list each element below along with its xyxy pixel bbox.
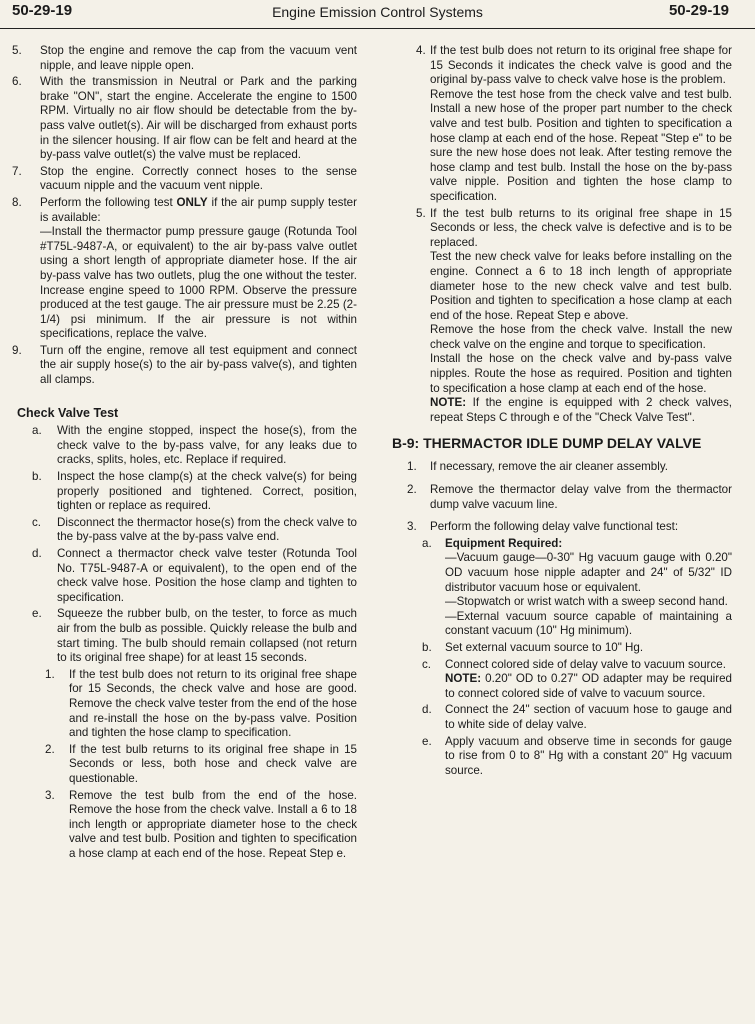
check-step-c <box>12 516 357 545</box>
note <box>430 396 732 425</box>
step-5 <box>12 44 357 73</box>
step-text: Set external vacuum source to 10" Hg. <box>445 640 644 654</box>
note-label: NOTE: <box>430 396 467 410</box>
step-text: Connect colored side of delay valve to vacuum source. <box>445 657 726 671</box>
note-text: If the engine is equipped with 2 check valves, repeat Steps C through e of the "Check Valve Test". <box>430 396 732 424</box>
substep-text: If the test bulb does not return to its original free shape for 15 Seconds, the check valve and hose are good. Remove the check valve tester from the end of the hose and re-install the hose on the by-pass valve. Position and tighten the hose clamp to specification. <box>69 667 357 740</box>
substep-text: If the test bulb does not return to its original free shape for 15 Seconds it indicates the check valve is good and the original by-pass valve to check valve hose is the problem. <box>430 44 732 87</box>
substep-text: If the test bulb returns to its original free shape in 15 Seconds or less, the check valve is defective and is to be replaced. <box>430 206 732 249</box>
step-text: With the engine stopped, inspect the hose(s), from the check valve to the by-pass valve, for any leaks due to cracks, splits, holes, etc. Replace if required. <box>57 424 357 467</box>
substep-5 <box>392 207 732 426</box>
equipment-item: —External vacuum source capable of maintaining a constant vacuum (10" Hg minimum). <box>445 609 732 638</box>
step-letter: b. <box>422 640 432 654</box>
b9-step-1 <box>392 460 732 475</box>
b9-step-d <box>392 703 732 732</box>
step-letter: a. <box>422 536 432 550</box>
step-9 <box>12 344 357 388</box>
step-text: Remove the thermactor delay valve from the thermactor dump valve vacuum line. <box>430 483 732 511</box>
step-number: 7. <box>12 164 22 178</box>
step-letter: d. <box>422 703 432 717</box>
step-text: Inspect the hose clamp(s) at the check valve(s) for being properly positioned and tightened. Correct, position, tighten or replace as required. <box>57 470 357 513</box>
left-column <box>12 44 357 863</box>
step-letter: d. <box>32 547 42 560</box>
substep-number: 2. <box>45 742 55 756</box>
step-number: 3. <box>407 520 417 534</box>
step-8 <box>12 196 357 342</box>
b9-step-a-equipment <box>392 537 732 639</box>
e-substep-3 <box>12 789 357 862</box>
step-number: 2. <box>407 483 417 497</box>
page-title: Engine Emission Control Systems <box>272 4 483 20</box>
step-text: Disconnect the thermactor hose(s) from the check valve to the by-pass valve at the by-pass valve end. <box>57 515 357 544</box>
e-substep-1 <box>12 668 357 741</box>
substep-text: Remove the test bulb from the end of the hose. Remove the hose from the check valve. Install a 6 to 18 inch length or appropriate diameter hose to the check valve and test bulb. Position and tighten to specification a hose clamp at each end of the hose. Repeat Step e. <box>69 788 357 860</box>
step-number: 6. <box>12 75 22 89</box>
step-text: Apply vacuum and observe time in seconds for gauge to rise from 0 to 8" Hg with a constant 20" Hg vacuum source. <box>445 734 732 777</box>
right-column <box>392 44 732 780</box>
step-letter: b. <box>32 470 42 484</box>
note-label: NOTE: <box>445 672 482 686</box>
step-number: 9. <box>12 343 22 357</box>
b9-step-c <box>392 658 732 702</box>
substep-4 <box>392 44 732 205</box>
substep-paragraph: Remove the hose from the check valve. Install the new check valve on the engine and torque to specification. <box>430 323 732 351</box>
substep-number: 3. <box>45 788 55 802</box>
step-text: Stop the engine and remove the cap from the vacuum vent nipple, and leave nipple open. <box>40 44 357 72</box>
check-step-e <box>12 607 357 665</box>
note <box>445 672 732 701</box>
step-letter: c. <box>32 515 42 529</box>
equipment-item: —Stopwatch or wrist watch with a sweep second hand. <box>445 595 728 609</box>
section-b9-heading: B-9: THERMACTOR IDLE DUMP DELAY VALVE <box>392 435 702 452</box>
e-substep-2 <box>12 743 357 787</box>
page-number-right: 50-29-19 <box>668 2 729 19</box>
step-letter: e. <box>32 607 42 621</box>
b9-step-b <box>392 641 732 656</box>
equipment-heading: Equipment Required: <box>445 536 563 550</box>
substep-paragraph: Test the new check valve for leaks before installing on the engine. Connect a 6 to 18 inch length of appropriate diameter hose to the new check valve and test bulb. Position and tighten to specification a hose clamp at each end of the hose. Repeat Step e above. <box>430 250 732 322</box>
step-number: 8. <box>12 195 22 209</box>
step-text: Stop the engine. Correctly connect hoses to the sense vacuum nipple and the vacuum vent nipple. <box>40 164 357 193</box>
b9-step-e <box>392 735 732 779</box>
step-text-post: if the air pump supply tester is available: <box>40 195 357 224</box>
check-step-d <box>12 547 357 605</box>
check-valve-test-heading: Check Valve Test <box>17 405 119 420</box>
substep-paragraph: Remove the test hose from the check valve and test bulb. Install a new hose of the proper part number to the check valve and test bulb. Position and tighten to specification a hose clamp at each end of the hose. Repeat "Step e" to be sure the new hose does not leak. After testing remove the hose clamp and test bulb. Install the hose on the by-pass valve nipple. Position and tighten the hose clamp to specification. <box>430 87 732 203</box>
step-text: Perform the following delay valve functional test: <box>430 520 679 534</box>
check-step-a <box>12 424 357 468</box>
step-text: Squeeze the rubber bulb, on the tester, to force as much air from the bulb as possible. Quickly release the bulb and start timing. The bulb should remain collapsed (not return to its original free shape) for at least 15 seconds. <box>57 607 357 665</box>
step-text-pre: Perform the following test <box>40 195 177 209</box>
step-text: If necessary, remove the air cleaner assembly. <box>430 460 668 474</box>
step-number: 5. <box>12 44 22 57</box>
substep-paragraph: Install the hose on the check valve and by-pass valve nipples. Route the hose as required. Position and tighten to specification a hose clamp at each end of the hose. <box>430 352 732 395</box>
emphasis-only: ONLY <box>176 195 208 209</box>
check-step-b <box>12 470 357 514</box>
step-letter: e. <box>422 734 432 748</box>
step-number: 1. <box>407 460 417 474</box>
page-header <box>0 0 755 29</box>
step-text: With the transmission in Neutral or Park and the parking brake "ON", start the engine. Accelerate the engine to 1500 RPM. Virtually no air flow should be detectable from the by-pass valve outlet(s). Air will be discharged from exhaust ports in the silencer housing. If air flow can be felt and heard at the by-pass valve outlet(s) the valve must be replaced. <box>40 75 357 162</box>
substep-number: 1. <box>45 667 55 681</box>
equipment-item: —Vacuum gauge—0-30" Hg vacuum gauge with 0.20" OD vacuum hose nipple adapter and 24" of 5/32" ID distributor vacuum hose or equivalent. <box>445 551 732 594</box>
note-text: 0.20" OD to 0.27" OD adapter may be required to connect colored side of valve to vacuum source. <box>445 672 732 700</box>
substep-number: 4. <box>416 44 426 57</box>
page-number-left: 50-29-19 <box>12 2 73 19</box>
b9-step-3 <box>392 520 732 535</box>
step-text: Turn off the engine, remove all test equipment and connect the air supply hose(s) to the air by-pass valve(s), and tighten all clamps. <box>40 343 357 387</box>
step-6 <box>12 75 357 163</box>
step-letter: c. <box>422 657 432 671</box>
step-letter: a. <box>32 424 42 438</box>
step-text: Connect the 24" section of vacuum hose to gauge and to white side of delay valve. <box>445 703 732 731</box>
step-sub-text: —Install the thermactor pump pressure gauge (Rotunda Tool #T75L-9487-A, or equivalent) to the air by-pass valve outlet using a short length of appropriate diameter hose. If the air by-pass valve has two outlets, plug the one without the tester. Increase engine speed to 1000 RPM. Observe the pressure produced at the test gauge. The air pressure must be 2.25 (2-1/4) psi minimum. If the air pressure is not within specifications, replace the valve. <box>40 225 357 341</box>
substep-number: 5. <box>416 206 426 220</box>
b9-step-2 <box>392 483 732 512</box>
step-text: Connect a thermactor check valve tester (Rotunda Tool No. T75L-9487-A or equivalent), to the open end of the check valve hose. Position the hose clamp and tighten to specification. <box>57 547 357 604</box>
step-7 <box>12 165 357 194</box>
step-text <box>40 196 357 225</box>
substep-text: If the test bulb returns to its original free shape in 15 Seconds or less, both hose and check valve are questionable. <box>69 742 357 785</box>
